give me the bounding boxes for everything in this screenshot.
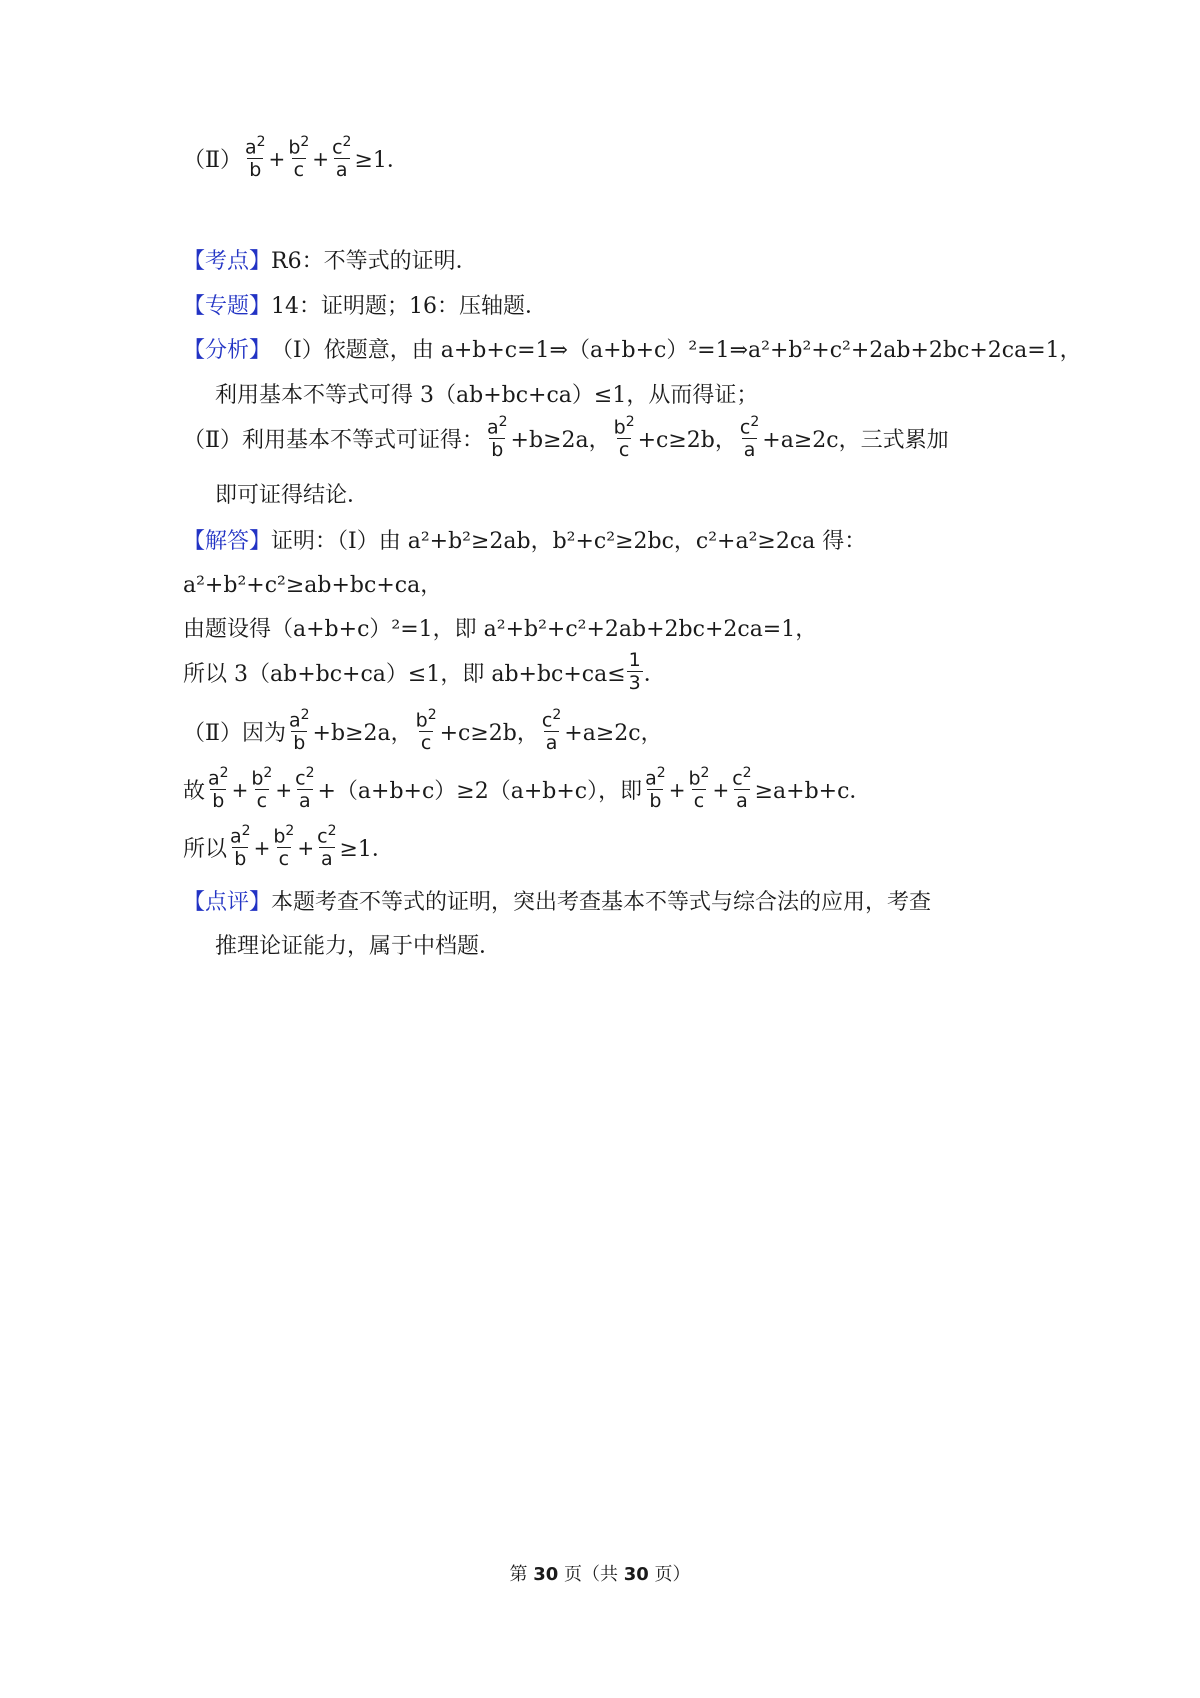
fraction-b2-over-c: $\frac{b^2}{c}$ bbox=[251, 765, 273, 813]
fenxi-term-3: +a≥2c，三式累加 bbox=[762, 428, 949, 453]
jieda-text-7-post: ≥1． bbox=[339, 837, 394, 862]
jieda-text-4-pre: 所以 3（ab+bc+ca）≤1，即 ab+bc+ca≤ bbox=[183, 661, 626, 687]
fenxi-line-1 bbox=[183, 333, 1082, 364]
fraction-a2-over-b: $\frac{a^2}{b}$ bbox=[486, 414, 508, 462]
plus-sign: + bbox=[231, 777, 249, 802]
dianping-text-2: 推理论证能力，属于中档题． bbox=[215, 934, 502, 959]
fraction-b2-over-c: $\frac{b^2}{c}$ bbox=[613, 414, 635, 462]
jieda-term-2: +c≥2b， bbox=[439, 721, 539, 746]
part2-label: （Ⅱ） bbox=[183, 148, 242, 173]
fenxi-line-3 bbox=[183, 415, 949, 462]
jieda-line-3 bbox=[183, 612, 817, 643]
kaodian-line bbox=[183, 244, 478, 275]
fraction-c2-over-a: $\frac{c^2}{a}$ bbox=[317, 823, 337, 871]
fraction-a2-over-b: $\frac{a^2}{b}$ bbox=[208, 765, 229, 813]
jieda-text-4-post: ． bbox=[643, 661, 666, 687]
jieda-term-1: +b≥2a， bbox=[312, 721, 413, 746]
fraction-b2-over-c: $\frac{b^2}{c}$ bbox=[688, 765, 710, 813]
zhuanti-text: 14：证明题；16：压轴题． bbox=[271, 294, 548, 319]
plus-sign: + bbox=[253, 835, 271, 860]
fenxi-tag: 【分析】 bbox=[183, 338, 272, 363]
zhuanti-line bbox=[183, 289, 547, 320]
fraction-c2-over-a: $\frac{c^2}{a}$ bbox=[739, 414, 760, 462]
jieda-text-6-post: ≥a+b+c． bbox=[754, 779, 872, 804]
kaodian-text: R6：不等式的证明． bbox=[271, 249, 478, 274]
plus-sign: + bbox=[275, 777, 293, 802]
jieda-line-2 bbox=[183, 568, 442, 599]
fraction-b2-over-c: $\frac{b^2}{c}$ bbox=[415, 707, 437, 755]
fraction-a2-over-b: $\frac{a^2}{b}$ bbox=[645, 765, 666, 813]
jieda-text-6-mid: +（a+b+c）≥2（a+b+c），即 bbox=[317, 779, 643, 804]
dianping-line-1 bbox=[183, 885, 931, 916]
fenxi-line-2 bbox=[215, 378, 758, 409]
ge-one: ≥1． bbox=[354, 148, 409, 173]
fenxi-text-4: 即可证得结论． bbox=[215, 483, 370, 508]
fraction-b2-over-c: $\frac{b^2}{c}$ bbox=[288, 134, 310, 182]
total-page-number: 30 bbox=[623, 1564, 649, 1585]
jieda-text-6-pre: 故 bbox=[183, 779, 206, 804]
jieda-line-7 bbox=[183, 824, 394, 871]
fenxi-text-3-pre: （Ⅱ）利用基本不等式可证得： bbox=[183, 428, 484, 453]
fraction-a2-over-b: $\frac{a^2}{b}$ bbox=[244, 134, 266, 182]
page-footer bbox=[0, 1560, 1200, 1586]
fenxi-line-4 bbox=[215, 478, 369, 509]
fraction-c2-over-a: $\frac{c^2}{a}$ bbox=[732, 765, 752, 813]
fraction-c2-over-a: $\frac{c^2}{a}$ bbox=[332, 134, 352, 182]
fraction-a2-over-b: $\frac{a^2}{b}$ bbox=[230, 823, 251, 871]
current-page-number: 30 bbox=[533, 1564, 559, 1585]
plus-sign: + bbox=[312, 146, 330, 171]
fraction-c2-over-a: $\frac{c^2}{a}$ bbox=[295, 765, 315, 813]
jieda-tag: 【解答】 bbox=[183, 529, 272, 554]
fraction-b2-over-c: $\frac{b^2}{c}$ bbox=[273, 823, 295, 871]
dianping-line-2 bbox=[215, 929, 501, 960]
jieda-text-3: 由题设得（a+b+c）²=1，即 a²+b²+c²+2ab+2bc+2ca=1， bbox=[183, 617, 818, 642]
plus-sign: + bbox=[712, 777, 730, 802]
footer-prefix: 第 bbox=[509, 1564, 534, 1585]
jieda-text-5-pre: （Ⅱ）因为 bbox=[183, 721, 286, 746]
jieda-text-7-pre: 所以 bbox=[183, 837, 228, 862]
fraction-one-third: $\frac{1}{3}$ bbox=[628, 649, 641, 694]
footer-suffix: 页） bbox=[648, 1564, 691, 1585]
jieda-line-1 bbox=[183, 524, 866, 555]
plus-sign: + bbox=[668, 777, 686, 802]
jieda-text-2: a²+b²+c²≥ab+bc+ca， bbox=[183, 573, 443, 598]
part2-statement bbox=[183, 135, 409, 182]
plus-sign: + bbox=[268, 146, 286, 171]
zhuanti-tag: 【专题】 bbox=[183, 294, 272, 319]
jieda-line-4 bbox=[183, 650, 666, 695]
kaodian-tag: 【考点】 bbox=[183, 249, 272, 274]
fraction-a2-over-b: $\frac{a^2}{b}$ bbox=[288, 707, 310, 755]
jieda-term-3: +a≥2c， bbox=[564, 721, 663, 746]
fenxi-term-1: +b≥2a， bbox=[510, 428, 611, 453]
footer-middle: 页（共 bbox=[558, 1564, 624, 1585]
fenxi-text-1: （Ⅰ）依题意，由 a+b+c=1⇒（a+b+c）²=1⇒a²+b²+c²+2ab+2bc+2ca=1， bbox=[271, 338, 1082, 363]
jieda-line-6 bbox=[183, 766, 871, 813]
plus-sign: + bbox=[297, 835, 315, 860]
fenxi-text-2: 利用基本不等式可得 3（ab+bc+ca）≤1，从而得证； bbox=[215, 383, 759, 408]
fraction-c2-over-a: $\frac{c^2}{a}$ bbox=[541, 707, 562, 755]
fenxi-term-2: +c≥2b， bbox=[637, 428, 737, 453]
jieda-text-1: 证明：（Ⅰ）由 a²+b²≥2ab，b²+c²≥2bc，c²+a²≥2ca 得： bbox=[271, 529, 867, 554]
dianping-text-1: 本题考查不等式的证明，突出考查基本不等式与综合法的应用，考查 bbox=[271, 890, 932, 915]
dianping-tag: 【点评】 bbox=[183, 890, 272, 915]
jieda-line-5 bbox=[183, 708, 663, 755]
